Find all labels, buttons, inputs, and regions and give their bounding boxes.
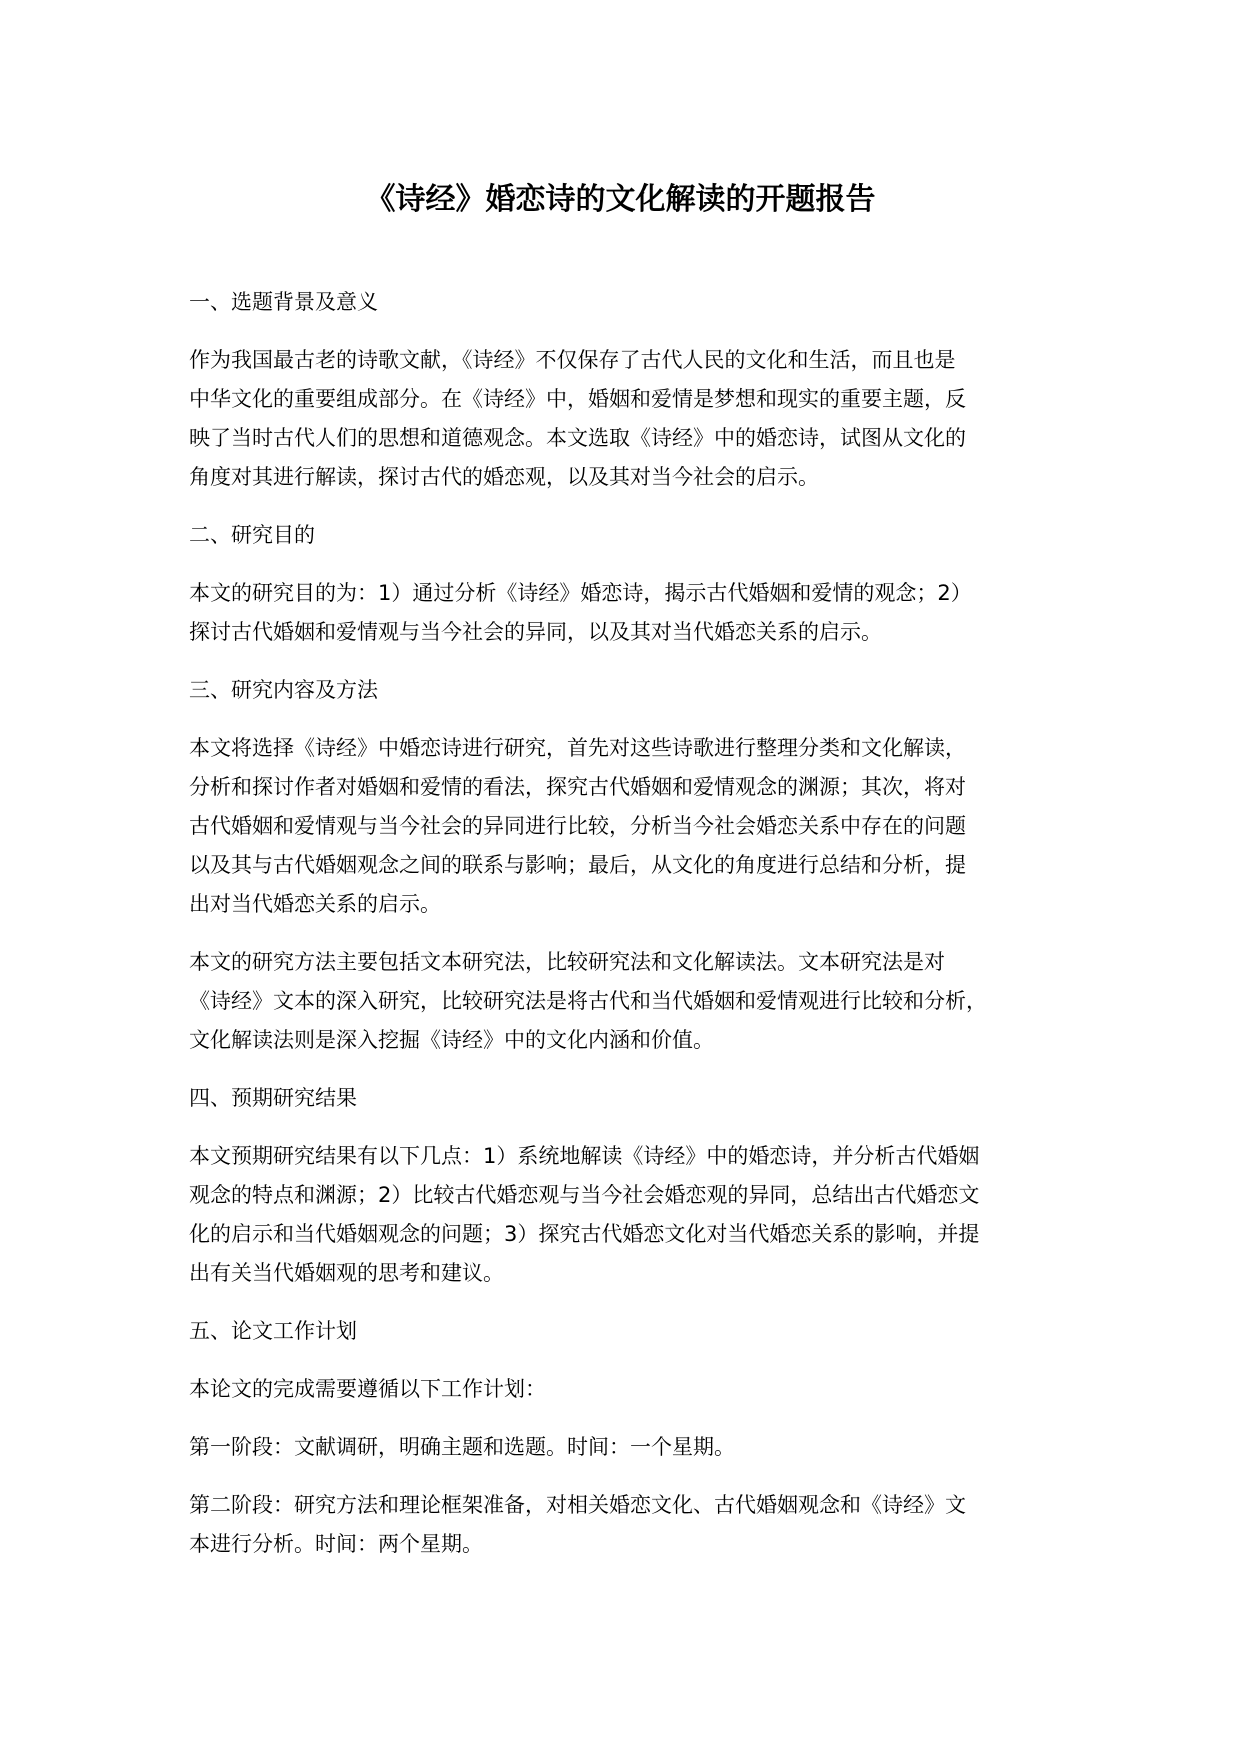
paragraph bbox=[189, 341, 1089, 497]
paragraph bbox=[189, 1137, 1089, 1293]
document-title: 《诗经》婚恋诗的文化解读的开题报告 bbox=[365, 182, 876, 217]
paragraph-line: 本文预期研究结果有以下几点：1）系统地解读《诗经》中的婚恋诗，并分析古代婚姻 bbox=[189, 1144, 980, 1168]
paragraph bbox=[189, 1486, 1089, 1564]
section-heading: 一、选题背景及意义 bbox=[189, 290, 378, 314]
paragraph bbox=[189, 729, 1089, 924]
paragraph bbox=[189, 1370, 1089, 1409]
paragraph-line: 古代婚姻和爱情观与当今社会的异同进行比较，分析当今社会婚恋关系中存在的问题 bbox=[189, 814, 966, 838]
paragraph-line: 以及其与古代婚姻观念之间的联系与影响；最后，从文化的角度进行总结和分析，提 bbox=[189, 853, 966, 877]
paragraph-line: 本论文的完成需要遵循以下工作计划： bbox=[189, 1377, 546, 1401]
paragraph-line: 分析和探讨作者对婚姻和爱情的看法，探究古代婚姻和爱情观念的渊源；其次，将对 bbox=[189, 775, 966, 799]
paragraph-line: 文化解读法则是深入挖掘《诗经》中的文化内涵和价值。 bbox=[189, 1028, 714, 1052]
paragraph-line: 角度对其进行解读，探讨古代的婚恋观，以及其对当今社会的启示。 bbox=[189, 465, 819, 489]
paragraph-line: 《诗经》文本的深入研究，比较研究法是将古代和当代婚姻和爱情观进行比较和分析， bbox=[189, 989, 987, 1013]
paragraph-line: 本进行分析。时间：两个星期。 bbox=[189, 1532, 483, 1556]
paragraph-line: 探讨古代婚姻和爱情观与当今社会的异同，以及其对当代婚恋关系的启示。 bbox=[189, 620, 882, 644]
paragraph-line: 化的启示和当代婚姻观念的问题；3）探究古代婚恋文化对当代婚恋关系的影响，并提 bbox=[189, 1222, 980, 1246]
paragraph bbox=[189, 943, 1089, 1060]
paragraph-line: 出有关当代婚姻观的思考和建议。 bbox=[189, 1261, 504, 1285]
paragraph-line: 作为我国最古老的诗歌文献，《诗经》不仅保存了古代人民的文化和生活，而且也是 bbox=[189, 348, 956, 372]
paragraph bbox=[189, 1428, 1089, 1467]
paragraph bbox=[189, 574, 1089, 652]
section-heading: 二、研究目的 bbox=[189, 523, 315, 547]
paragraph-line: 第二阶段：研究方法和理论框架准备，对相关婚恋文化、古代婚姻观念和《诗经》文 bbox=[189, 1493, 966, 1517]
paragraph-line: 本文的研究目的为：1）通过分析《诗经》婚恋诗，揭示古代婚姻和爱情的观念；2） bbox=[189, 581, 972, 605]
paragraph-line: 本文的研究方法主要包括文本研究法，比较研究法和文化解读法。文本研究法是对 bbox=[189, 950, 945, 974]
paragraph-line: 第一阶段：文献调研，明确主题和选题。时间：一个星期。 bbox=[189, 1435, 735, 1459]
section-heading: 三、研究内容及方法 bbox=[189, 678, 378, 702]
section-heading: 四、预期研究结果 bbox=[189, 1086, 357, 1110]
paragraph-line: 映了当时古代人们的思想和道德观念。本文选取《诗经》中的婚恋诗，试图从文化的 bbox=[189, 426, 966, 450]
paragraph-line: 本文将选择《诗经》中婚恋诗进行研究，首先对这些诗歌进行整理分类和文化解读， bbox=[189, 736, 966, 760]
paragraph-line: 中华文化的重要组成部分。在《诗经》中，婚姻和爱情是梦想和现实的重要主题，反 bbox=[189, 387, 966, 411]
paragraph-line: 出对当代婚恋关系的启示。 bbox=[189, 892, 441, 916]
document-body bbox=[189, 283, 1089, 1583]
paragraph-line: 观念的特点和渊源；2）比较古代婚恋观与当今社会婚恋观的异同，总结出古代婚恋文 bbox=[189, 1183, 980, 1207]
section-heading: 五、论文工作计划 bbox=[189, 1319, 357, 1343]
